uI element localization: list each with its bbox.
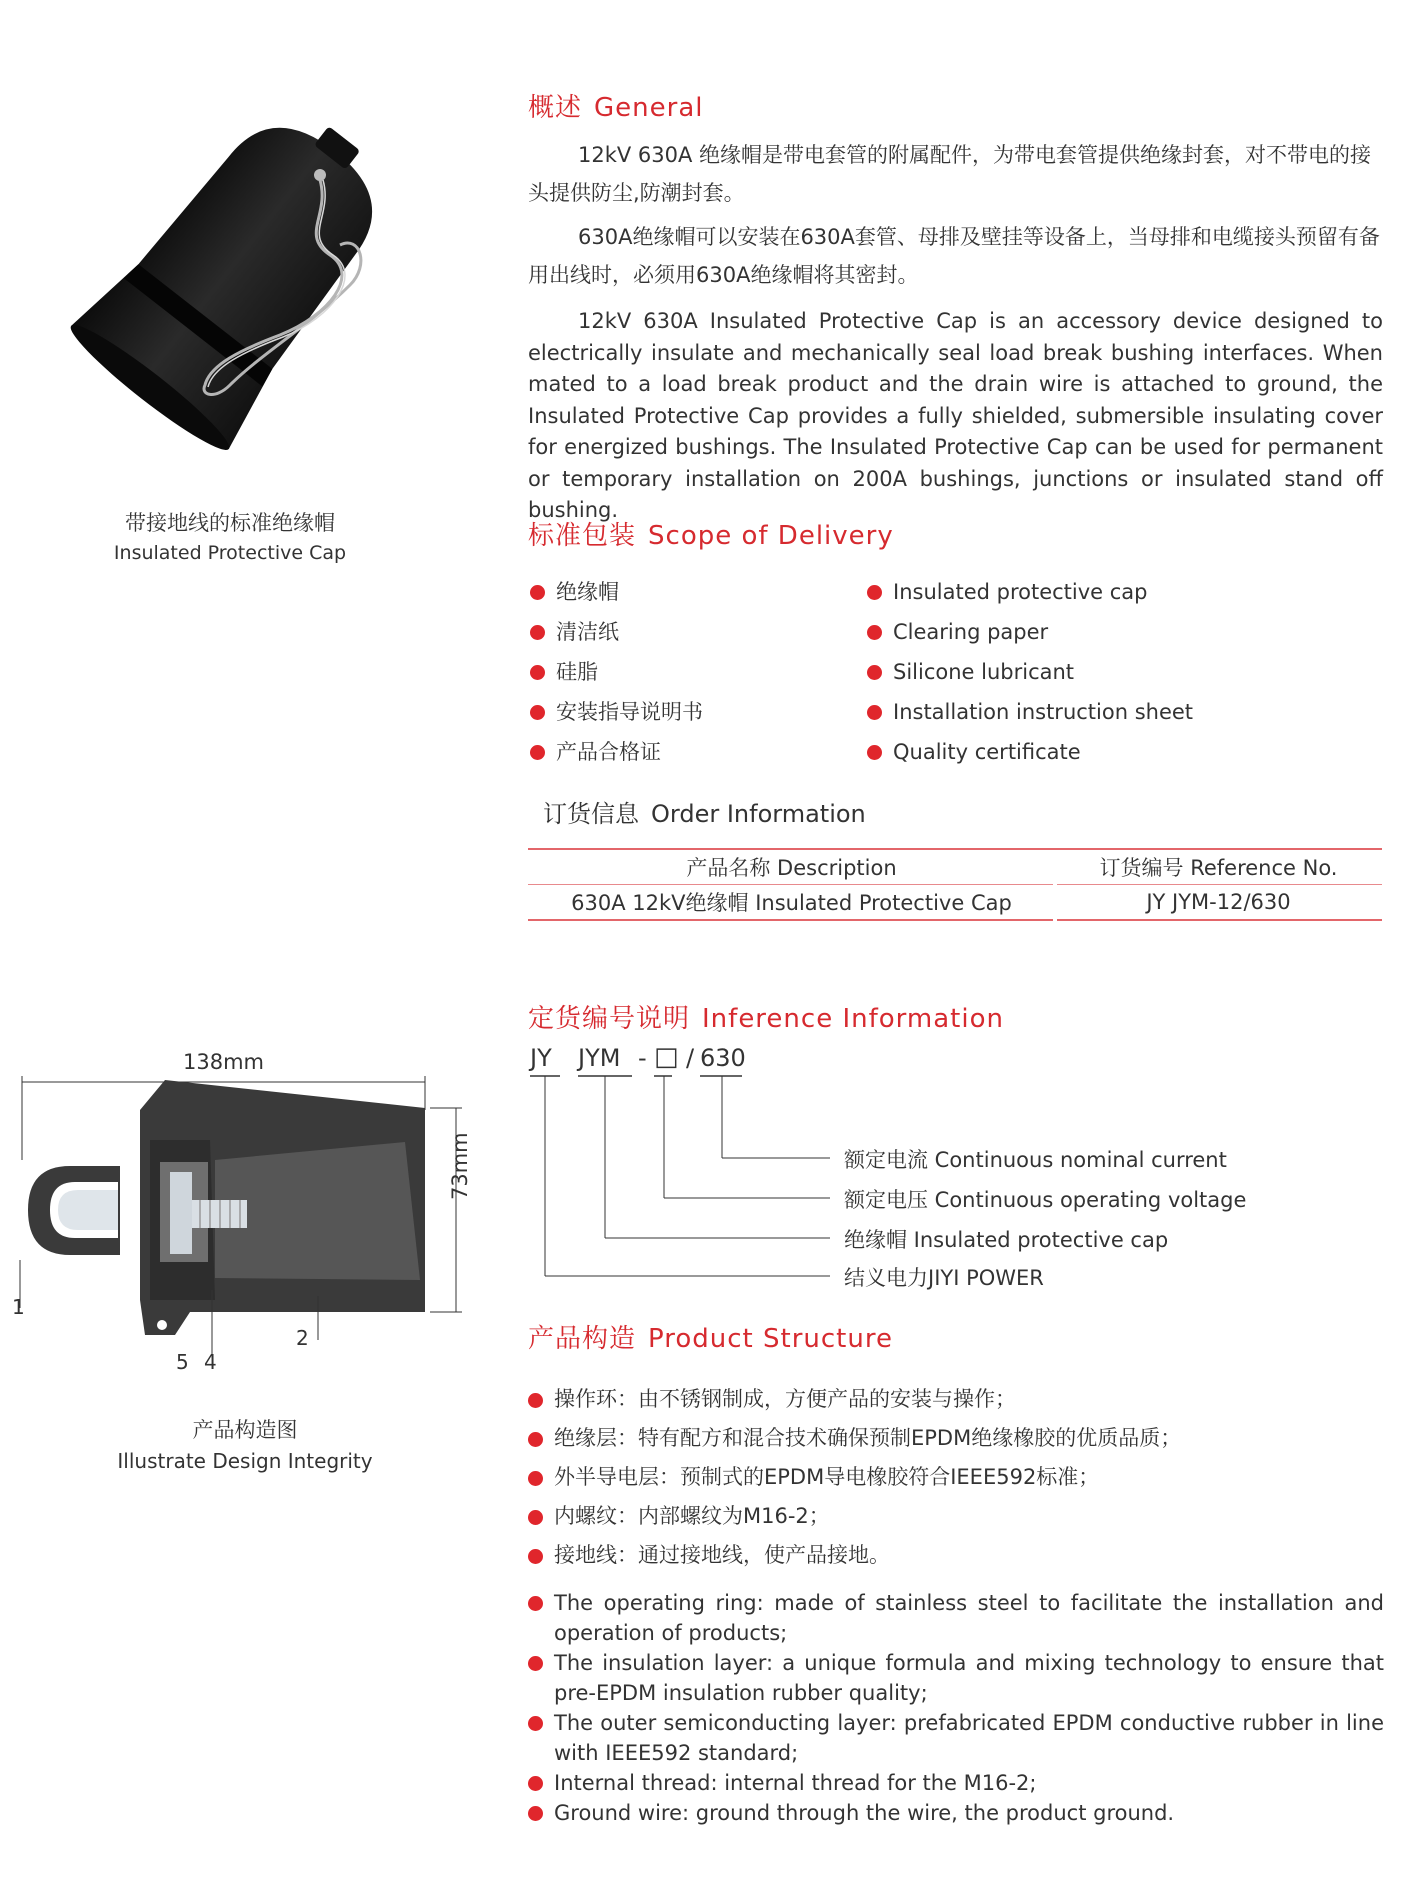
callout-2: 2 — [296, 1326, 309, 1350]
diagram-caption-en: Illustrate Design Integrity — [117, 1449, 373, 1473]
photo-caption-cn: 带接地线的标准绝缘帽 — [125, 511, 335, 535]
list-item: 产品合格证 — [530, 732, 703, 772]
table-header-reference: 订货编号 Reference No. — [1099, 856, 1338, 880]
product-photo — [30, 95, 440, 475]
inference-label-cap: 绝缘帽 Insulated protective cap — [844, 1228, 1169, 1252]
list-item: Insulated protective cap — [867, 572, 1193, 612]
delivery-list-en — [867, 572, 1193, 772]
code-segment-slash: / — [686, 1044, 695, 1072]
delivery-heading-cn: 标准包装 — [528, 521, 637, 551]
list-item: The outer semiconducting layer: prefabricated EPDM conductive rubber in line with IEEE592 standard; — [528, 1708, 1384, 1768]
table-header-description: 产品名称 Description — [686, 856, 897, 880]
inference-label-brand: 结义电力JIYI POWER — [844, 1266, 1044, 1290]
general-paragraph-1: 12kV 630A 绝缘帽是带电套管的附属配件，为带电套管提供绝缘封套，对不带电的接头提供防尘,防潮封套。 — [528, 143, 1372, 205]
callout-4: 4 — [204, 1350, 217, 1374]
inference-code-diagram — [528, 1040, 1247, 1300]
inference-heading — [528, 998, 1004, 1035]
table-cell-reference: JY JYM-12/630 — [1146, 890, 1291, 914]
order-heading — [543, 794, 866, 829]
inference-label-current: 额定电流 Continuous nominal current — [844, 1148, 1227, 1172]
code-segment-dash: - — [638, 1044, 647, 1072]
callout-5: 5 — [176, 1350, 189, 1374]
list-item: 绝缘层：特有配方和混合技术确保预制EPDM绝缘橡胶的优质品质； — [528, 1419, 1181, 1458]
photo-caption — [60, 507, 400, 567]
diagram-caption-cn: 产品构造图 — [192, 1418, 298, 1442]
photo-caption-en: Insulated Protective Cap — [113, 542, 347, 564]
inference-label-voltage: 额定电压 Continuous operating voltage — [844, 1188, 1247, 1212]
order-table — [528, 848, 1382, 921]
list-item: Quality certificate — [867, 732, 1193, 772]
general-paragraph-2: 630A绝缘帽可以安装在630A套管、母排及壁挂等设备上，当母排和电缆接头预留有备用出线时，必须用630A绝缘帽将其密封。 — [528, 225, 1380, 287]
structure-list-en — [528, 1588, 1384, 1828]
width-dimension-label: 138mm — [183, 1050, 264, 1074]
table-cell-description: 630A 12kV绝缘帽 Insulated Protective Cap — [571, 891, 1012, 915]
list-item: Silicone lubricant — [867, 652, 1193, 692]
callout-1: 1 — [12, 1295, 25, 1319]
list-item: The insulation layer: a unique formula and mixing technology to ensure that pre-EPDM insulation rubber quality; — [528, 1648, 1384, 1708]
table-header-row — [528, 850, 1382, 884]
list-item: Clearing paper — [867, 612, 1193, 652]
list-item: 绝缘帽 — [530, 572, 703, 612]
list-item: 操作环：由不锈钢制成，方便产品的安装与操作； — [528, 1380, 1181, 1419]
list-item: The operating ring: made of stainless steel to facilitate the installation and operation of products; — [528, 1588, 1384, 1648]
structure-heading-en: Product Structure — [648, 1324, 893, 1354]
delivery-heading-en: Scope of Delivery — [648, 521, 894, 551]
code-segment-630: 630 — [700, 1044, 746, 1072]
order-heading-en: Order Information — [651, 800, 866, 828]
list-item: Internal thread: internal thread for the M16-2; — [528, 1768, 1384, 1798]
structure-list-cn — [528, 1380, 1181, 1575]
structure-heading-cn: 产品构造 — [528, 1324, 637, 1354]
order-heading-cn: 订货信息 — [543, 800, 639, 828]
general-paragraph-3: 12kV 630A Insulated Protective Cap is an accessory device designed to electrically insulate and mechanically seal load break bushing interfaces. When mated to a load break product and the drain wire is attached to ground, the Insulated Protective Cap provides a fully shielded, submersible insulating cover for energized bushings. The Insulated Protective Cap can be used for permanent or temporary installation on 200A bushings, junctions or insulated stand off bushing. — [528, 309, 1383, 522]
inference-heading-en: Inference Information — [702, 1004, 1004, 1034]
diagram-caption — [60, 1414, 430, 1476]
code-segment-jy: JY — [530, 1044, 552, 1072]
delivery-heading — [528, 515, 894, 552]
height-dimension-label: 73mm — [448, 1132, 472, 1200]
list-item: Installation instruction sheet — [867, 692, 1193, 732]
list-item: 内螺纹：内部螺纹为M16-2； — [528, 1497, 1181, 1536]
list-item: 硅脂 — [530, 652, 703, 692]
code-segment-box: □ — [654, 1042, 679, 1072]
code-segment-jym: JYM — [578, 1044, 621, 1072]
delivery-list-cn — [530, 572, 703, 772]
list-item: Ground wire: ground through the wire, the product ground. — [528, 1798, 1384, 1828]
inference-heading-cn: 定货编号说明 — [528, 1004, 691, 1034]
general-heading-cn: 概述 — [528, 93, 583, 123]
list-item: 外半导电层：预制式的EPDM导电橡胶符合IEEE592标准； — [528, 1458, 1181, 1497]
list-item: 清洁纸 — [530, 612, 703, 652]
list-item: 安装指导说明书 — [530, 692, 703, 732]
list-item: 接地线：通过接地线，使产品接地。 — [528, 1536, 1181, 1575]
table-row — [528, 885, 1382, 919]
structure-diagram — [0, 1050, 500, 1380]
general-heading-en: General — [594, 93, 704, 123]
structure-heading — [528, 1318, 893, 1355]
general-heading — [528, 87, 703, 124]
